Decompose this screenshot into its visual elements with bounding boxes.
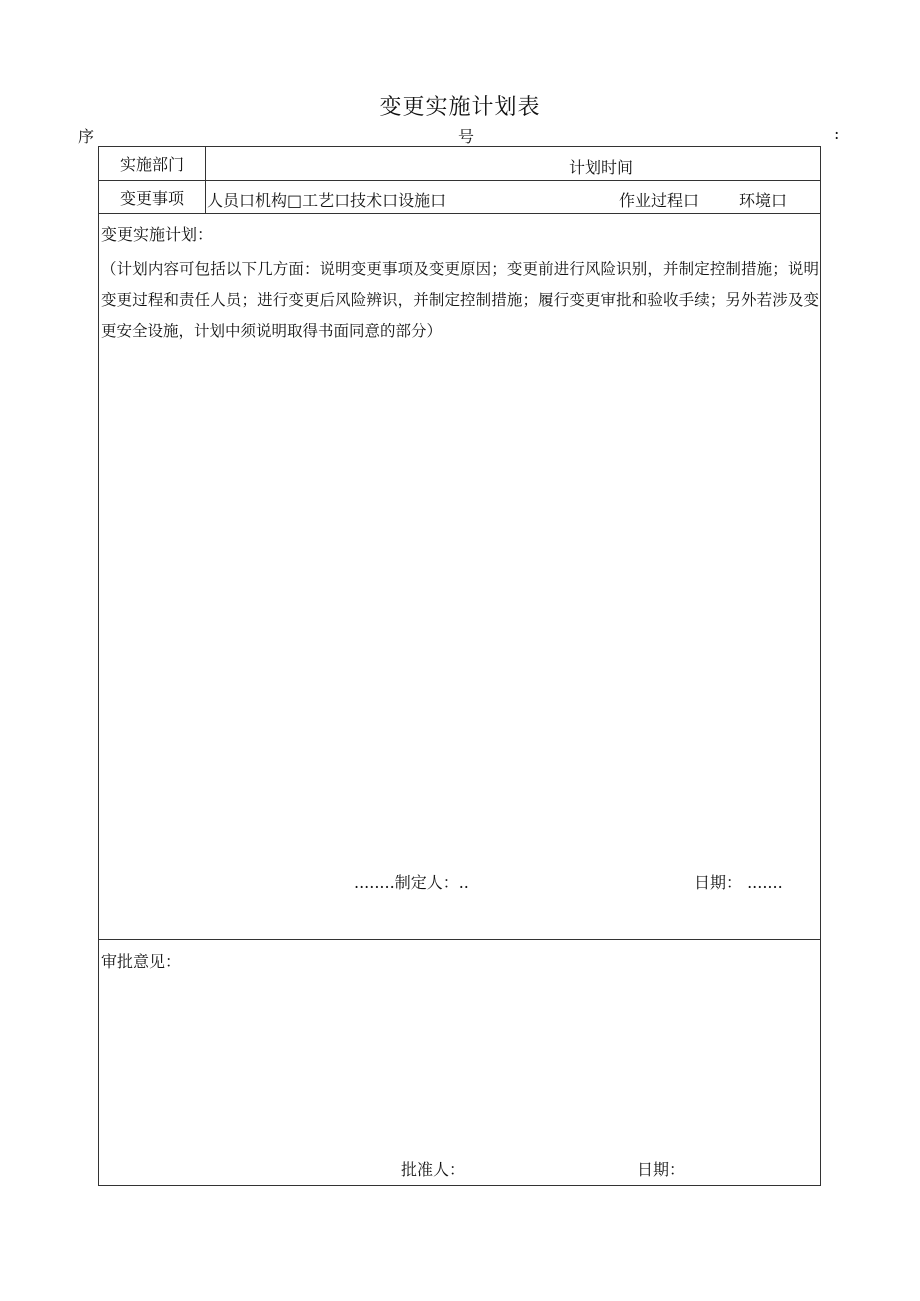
- approval-section[interactable]: [99, 939, 820, 1185]
- plan-maker-label: ........制定人：..: [354, 873, 469, 892]
- department-row: [99, 147, 820, 181]
- process-checkbox[interactable]: 作业过程口: [619, 191, 700, 210]
- plan-instructions: （计划内容可包括以下几方面：说明变更事项及变更原因；变更前进行风险识别，并制定控制措施；说明变更过程和责任人员；进行变更后风险辨识，并制定控制措施；履行变更审批和验收手续；另外若涉及变更安全设施，计划中须说明取得书面同意的部分）: [101, 260, 819, 340]
- page-title: 变更实施计划表: [379, 95, 541, 120]
- environment-checkbox[interactable]: 环境口: [739, 191, 788, 210]
- plan-time-label: 计划时间: [569, 158, 634, 177]
- change-items-row: [99, 181, 820, 214]
- plan-heading: 变更实施计划：: [101, 225, 214, 244]
- serial-label-colon: :: [834, 124, 840, 143]
- serial-label-left: 序: [78, 127, 95, 146]
- change-items-label: 变更事项: [99, 181, 206, 213]
- change-items-checkboxes[interactable]: 人员口机构□工艺口技术口设施口: [207, 191, 447, 210]
- department-label: 实施部门: [99, 147, 206, 180]
- serial-label-mid: 号: [458, 127, 475, 146]
- plan-section[interactable]: [99, 214, 820, 940]
- plan-date-label: 日期： .......: [694, 873, 783, 892]
- approval-heading: 审批意见：: [101, 952, 182, 971]
- change-plan-form: [98, 146, 821, 1186]
- approval-date-label: 日期：: [637, 1160, 686, 1179]
- approver-label: 批准人：: [401, 1160, 466, 1179]
